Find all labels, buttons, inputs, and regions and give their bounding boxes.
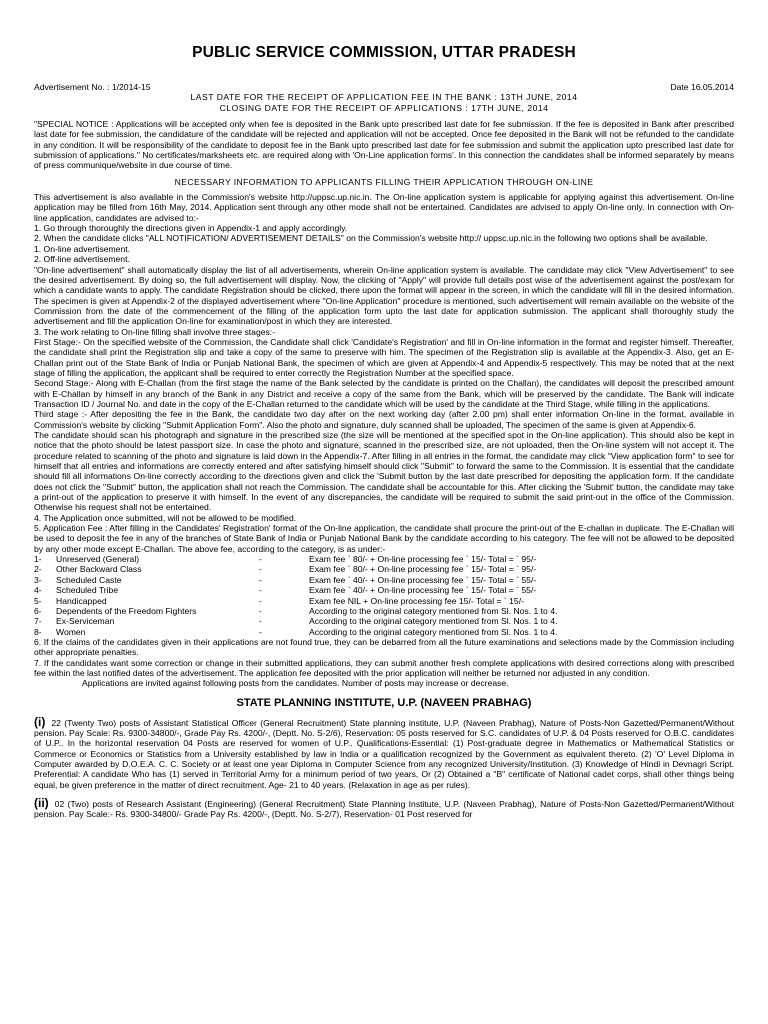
- invite-text: Applications are invited against following posts from the candidates. Number of posts may increase or decrease.: [82, 678, 509, 689]
- fee-separator: -: [259, 554, 262, 565]
- fee-serial: 5-: [34, 595, 42, 606]
- post-numeral: (ii): [34, 796, 49, 810]
- fee-separator: -: [259, 564, 262, 575]
- fee-serial: 4-: [34, 585, 42, 596]
- fee-detail: Exam fee NIL + On-line processing fee 15/- Total = ` 15/-: [309, 595, 524, 606]
- fee-category: Women: [56, 626, 86, 637]
- post-text: 02 (Two) posts of Research Assistant (Engineering) (General Recruitment) State Planning Institute, U.P. (Naveen Prabhag), Nature of Posts-Non Gazetted/Permanent/Without pension. Pay Scale:- Rs. 9300-34800/- Grade Pay Rs. 4200/-, (Deptt. No. S-2/7), Reservation- 01 Post reserved for: [34, 799, 734, 820]
- post-item: [34, 714, 734, 790]
- fee-detail: According to the original category mentioned from Sl. Nos. 1 to 4.: [309, 605, 558, 616]
- fee-category: Dependents of the Freedom Fighters: [56, 605, 197, 616]
- fee-detail: Exam fee ` 40/- + On-line processing fee ` 15/- Total = ` 55/-: [309, 574, 537, 585]
- after-fees-text: 6. If the claims of the candidates given in their applications are not found true, they can be debarred from all the future examinations and selections made by the Commission including other appropriate penalties. 7. If the candidates want some correction or change in their submitted applications, they can submit another fresh complete applications with desired corrections along with prescribed fee within the last notified dates of the advertisement. The application fee deposited with the prior application will neither be returned nor adjusted in any condition.: [34, 636, 734, 678]
- fee-category: Scheduled Tribe: [56, 585, 119, 596]
- fee-separator: -: [259, 605, 262, 616]
- fee-detail: Exam fee ` 80/- + On-line processing fee ` 15/- Total = ` 95/-: [309, 564, 537, 575]
- fee-detail: Exam fee ` 80/- + On-line processing fee ` 15/- Total = ` 95/-: [309, 554, 537, 565]
- fee-detail: According to the original category mentioned from Sl. Nos. 1 to 4.: [309, 626, 558, 637]
- fee-row: [34, 564, 734, 574]
- advertisement-date: Date 16.05.2014: [670, 82, 734, 92]
- closing-date: CLOSING DATE FOR THE RECEIPT OF APPLICATIONS : 17TH JUNE, 2014: [219, 102, 549, 113]
- institute-heading: STATE PLANNING INSTITUTE, U.P. (NAVEEN PRABHAG): [236, 696, 532, 709]
- fee-row: [34, 575, 734, 585]
- fee-category: Other Backward Class: [56, 564, 142, 575]
- post-text: 22 (Twenty Two) posts of Assistant Statistical Officer (General Recruitment) State planning institute, U.P. (Naveen Prabhag), Nature of Posts-Non Gazetted/Permanent/Without pension. Pay Scale: Rs. 9300-34800/-, Grade Pay Rs. 4200/-, (Deptt. No. S-2/6), Reservation: 05 posts reserved for S.C. candidates of U.P. & 04 Posts reserved for O.B.C. candidates of U.P.. In the horizontal reservation 04 Posts are reserved for women of U.P.. Qualifications-Essential: (1) Post-graduate degree in Mathematics or Mathematical Statistics or Commerce or Economics or Statistics from a University established by law in India or a qualification recognized by the Government as equivalent thereto. (2) 'O' Level Diploma in Computer awarded by D.O.E.A. C. C. Society or at least one year Diploma in Computer Science from any recognized University/Institution. (3) Knowledge of Hindi in Devnagri Script. Preferential: A candidate Who has (1) served in Territorial Army for a minimum period of two years, Or (2) Obtained a "B" certificate of National cadet corps, shall other things being equal, be given preference in the matter of direct recruitment. Age- 21 to 40 years. (Relaxation in age as per rules).: [34, 717, 734, 790]
- fee-row: [34, 554, 734, 564]
- fee-row: [34, 606, 734, 616]
- fee-serial: 6-: [34, 605, 42, 616]
- info-heading: NECESSARY INFORMATION TO APPLICANTS FILLING THEIR APPLICATION THROUGH ON-LINE: [174, 176, 594, 187]
- post-numeral: (i): [34, 714, 46, 729]
- fee-row: [34, 627, 734, 637]
- fee-serial: 3-: [34, 574, 42, 585]
- fee-table: [34, 554, 734, 637]
- fee-category: Unreserved (General): [56, 554, 140, 565]
- fee-serial: 8-: [34, 626, 42, 637]
- fee-row: [34, 585, 734, 595]
- fee-serial: 1-: [34, 554, 42, 565]
- post-item: [34, 798, 734, 820]
- special-notice: "SPECIAL NOTICE : Applications will be accepted only when fee is deposited in the Bank upto prescribed last date for fee submission. If the fee is deposited in Bank after prescribed last date for fee submission, the candidature of the candidate will be rejected and application will not be accepted. Once fee deposited in the Bank will not be refunded to the candidate in any condition. It will be responsibility of the candidate to deposit fee in the Bank upto prescribed last date for fee submission and submit the application upto prescribed last date for submission of applications." No certificates/marksheets etc. are required along with 'On-Line application forms'. In this connection the candidates shall be informed separately by means of press communique/website in due course of time.: [34, 119, 734, 171]
- info-text: This advertisement is also available in the Commission's website http://uppsc.up.nic.in. The On-line application system is applicable for applying against this advertisement. On-line application may be filled from 16th May, 2014. Application sent through any other mode shall not be entertained. Candidates are advised to apply On-line only. In connection with On-line application, candidates are advised to:- 1. Go through thoroughly the directions given in Appendix-1 and apply accordingly. 2. When the candidate clicks "ALL NOTIFICATION/ ADVERTISEMENT DETAILS" on the Commission's website http:// uppsc.up.nic.in the following two options shall be available. 1. On-line advertisement. 2. Off-line advertisement. "On-line advertisement" shall automatically display the list of all advertisements, wherein On-line application system is available. The candidate may click "View Advertisement" to see the desired advertisement. By doing so, the full advertisement will display. Now, the clicking of "Apply" will provide full details post wise of the advertisement against the post/exam for which a candidate wants to apply. The candidate Registration should be clicked, there upon the format will appear in the screen, in which the candidate will fill in the desired information. The specimen is given at Appendix-2 of the displayed advertisement where "On-line Application" procedure is mentioned, such advertisement will remain available on the website of the Commission from the date of the commencement of the filling of the application form upto the last date for application submission. The applicant shall thoroughly study the advertisement and fill the application On-line for examination/post in which they are interested. 3. The work relating to On-line filling shall involve three stages:- First Stage:- On the specified website of the Commission, the Candidate shall click 'Candidate's Registration' and fill in On-line information in the format and register himself. Thereafter, the candidate shall print the Registration slip and take a copy of the same to preserve with him. The specimen of the Registration slip is available at the Appendix-3. Also, get an E-Challan print out of the State Bank of India or Punjab National Bank, the specimen of which are given at Appendix-4 and Appendix-5 respectively. This may be noted that at the next stage of filling the application, the applicant shall be required to enter correctly the Registration Number at the specified space. Second Stage:- Along with E-Challan (from the first stage the name of the Bank selected by the candidate is printed on the Challan), the candidates will deposit the prescribed amount with E-Challan by himself in any branch of the Bank in any District and receive a copy of the same from the Bank, which will be preserved by the candidate. The Bank will indicate Transaction ID / Journal No. and date in the copy of the E-Challan returned to the candidate which will be used by the candidate at the Third Stage, while filling in the applications. Third stage :- After depositing the fee in the Bank, the candidate two day after on the next working day (after 2.00 pm) shall enter information On-line in the format, available in Commission's website by clicking "Submit Application Form". Also the photo and signature, duly scanned shall be uploaded, The specimen of the same is given at Appendix-6. The candidate should scan his photograph and signature in the prescribed size (the size will be mentioned at the specified spot in the On-line application). This should also be kept in notice that the photo should be latest passport size. In case the photo and signature, scanned in the prescribed size, are not uploaded, then the On-line system will not accept it. The procedure related to scanning of the photo and signature is laid down in the Appendix-7. After filling in all entries in the format, the candidate may click "View application form" to see for himself that all entries and informations are correctly entered and after satisfying himself should click "Submit" to forward the same to the Commission. It is essential that the candidate should fill all informations On-line correctly according to the directions given and click the 'Submit button by the last date prescribed for depositing the application form. If the candidate does not click the "Submit" button, the application shall not reach the Commission. The candidate shall be accountable for this. After clicking the 'Submit' button, the candidate may take a print-out of the application to preserve it with himself. In the event of any discrepancies, the candidate will be required to submit the said print-out in the office of the Commission. Otherwise his request shall not be entertained. 4. The Application once submitted, will not be allowed to be modified. 5. Application Fee : After filling in the Candidates' Registration' format of the On-line application, the candidate shall procure the print-out of the E-challan in duplicate. The E-Challan will be used to deposit the fee in any of the branches of State Bank of India or Punjab National Bank by the candidate according to his category. The fee will not be allowed to be deposited by any other mode except E-Challan. The above fee, according to the category, is as under:-: [34, 192, 734, 554]
- fee-detail: Exam fee ` 40/- + On-line processing fee ` 15/- Total = ` 55/-: [309, 585, 537, 596]
- fee-separator: -: [259, 616, 262, 627]
- fee-serial: 7-: [34, 616, 42, 627]
- advertisement-meta: [34, 82, 734, 92]
- fee-category: Ex-Serviceman: [56, 616, 115, 627]
- last-date-fee: LAST DATE FOR THE RECEIPT OF APPLICATION FEE IN THE BANK : 13TH JUNE, 2014: [190, 92, 578, 103]
- fee-detail: According to the original category mentioned from Sl. Nos. 1 to 4.: [309, 616, 558, 627]
- fee-category: Handicapped: [56, 595, 107, 606]
- fee-separator: -: [259, 585, 262, 596]
- fee-row: [34, 616, 734, 626]
- fee-separator: -: [259, 626, 262, 637]
- fee-serial: 2-: [34, 564, 42, 575]
- page-title: PUBLIC SERVICE COMMISSION, UTTAR PRADESH: [192, 44, 576, 61]
- fee-row: [34, 596, 734, 606]
- advertisement-number: Advertisement No. : 1/2014-15: [34, 82, 151, 92]
- fee-category: Scheduled Caste: [56, 574, 122, 585]
- fee-separator: -: [259, 574, 262, 585]
- fee-separator: -: [259, 595, 262, 606]
